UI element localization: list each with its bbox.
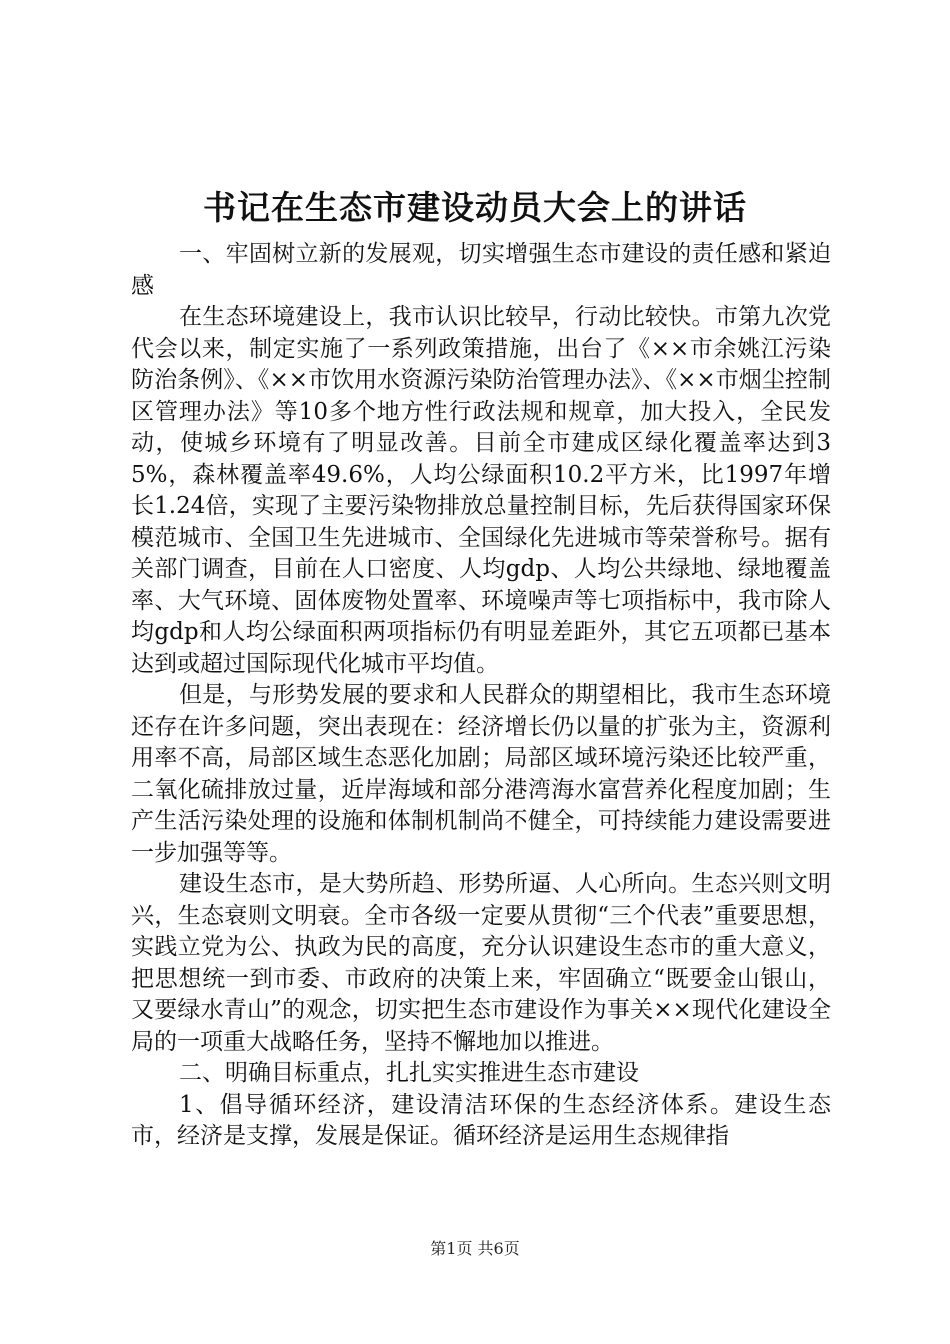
page-number-footer: 第1页 共6页 (430, 1239, 520, 1258)
document-title: 书记在生态市建设动员大会上的讲话 (203, 188, 747, 227)
body-paragraph: 在生态环境建设上，我市认识比较早，行动比较快。市第九次党代会以来，制定实施了一系列政策措施，出台了《××市余姚江污染防治条例》、《××市饮用水资源污染防治管理办法》、《××市烟尘控制区管理办法》等10多个地方性行政法规和规章，加大投入，全民发动，使城乡环境有了明显改善。目前全市建成区绿化覆盖率达到35%，森林覆盖率49.6%，人均公绿面积10.2平方米，比1997年增长1.24倍，实现了主要污染物排放总量控制目标，先后获得国家环保模范城市、全国卫生先进城市、全国绿化先进城市等荣誉称号。据有关部门调查，目前在人口密度、人均gdp、人均公共绿地、绿地覆盖率、大气环境、固体废物处置率、环境噪声等七项指标中，我市除人均gdp和人均公绿面积两项指标仍有明显差距外，其它五项都已基本达到或超过国际现代化城市平均值。 (131, 304, 831, 677)
document-body (131, 239, 831, 1153)
body-paragraph: 但是，与形势发展的要求和人民群众的期望相比，我市生态环境还存在许多问题，突出表现在：经济增长仍以量的扩张为主，资源利用率不高，局部区域生态恶化加剧；局部区域环境污染还比较严重，二氧化硫排放过量，近岸海域和部分港湾海水富营养化程度加剧；生产生活污染处理的设施和体制机制尚不健全，可持续能力建设需要进一步加强等等。 (131, 682, 831, 866)
body-paragraph: 1、倡导循环经济，建设清洁环保的生态经济体系。建设生态市，经济是支撑，发展是保证。循环经济是运用生态规律指 (131, 1091, 831, 1149)
section-heading-2: 二、明确目标重点，扎扎实实推进生态市建设 (179, 1060, 639, 1086)
body-paragraph: 建设生态市，是大势所趋、形势所逼、人心所向。生态兴则文明兴，生态衰则文明衰。全市各级一定要从贯彻“三个代表”重要思想，实践立党为公、执政为民的高度，充分认识建设生态市的重大意义，把思想统一到市委、市政府的决策上来，牢固确立“既要金山银山，又要绿水青山”的观念，切实把生态市建设作为事关××现代化建设全局的一项重大战略任务，坚持不懈地加以推进。 (131, 871, 831, 1055)
section-heading-1: 一、牢固树立新的发展观，切实增强生态市建设的责任感和紧迫感 (131, 241, 831, 299)
